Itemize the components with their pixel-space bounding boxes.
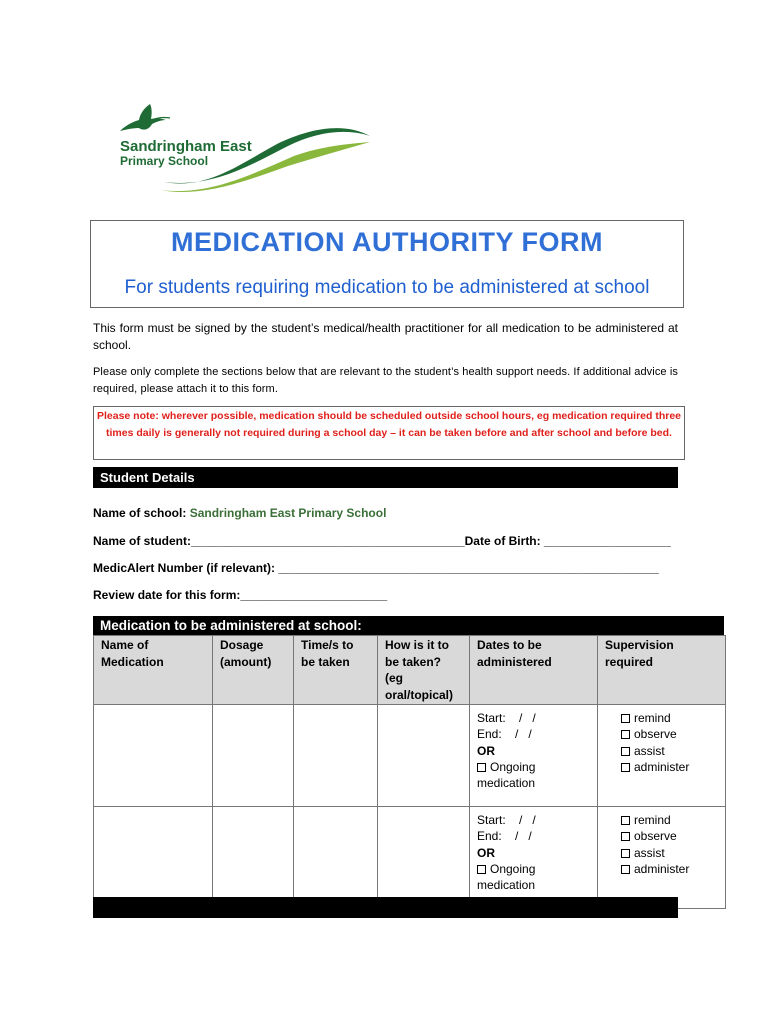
checkbox-icon[interactable] [621, 747, 630, 756]
col-header-dates: Dates to be administered [470, 636, 598, 705]
start-date[interactable]: Start: / / [477, 813, 536, 827]
method-cell[interactable] [378, 705, 470, 807]
checkbox-icon[interactable] [621, 714, 630, 723]
medication-name-cell[interactable] [94, 705, 213, 807]
end-date[interactable]: End: / / [477, 727, 532, 742]
or-label: OR [477, 845, 495, 860]
student-name-dob-field[interactable] [93, 534, 671, 548]
table-row [94, 807, 726, 909]
intro-paragraph-1: This form must be signed by the student’s medical/health practitioner for all medication to be administered at school. [93, 321, 678, 352]
form-title: MEDICATION AUTHORITY FORM [171, 227, 603, 257]
option-label: observe [634, 829, 677, 844]
option-label: remind [634, 813, 671, 827]
checkbox-icon[interactable] [621, 849, 630, 858]
supervision-option[interactable] [621, 710, 718, 726]
col-header-dosage: Dosage (amount) [213, 636, 294, 705]
medicalert-field[interactable] [93, 561, 659, 575]
date-of-birth-label[interactable]: Date of Birth: ___________________ [464, 534, 671, 548]
option-label: administer [634, 861, 690, 876]
medication-heading: Medication to be administered at school: [93, 616, 724, 636]
supervision-option[interactable] [621, 726, 718, 742]
dates-cell [470, 705, 598, 807]
option-label: administer [634, 759, 690, 774]
medication-name-cell[interactable] [94, 807, 213, 909]
review-date-label[interactable]: Review date for this form:______________________ [93, 588, 388, 602]
review-date-field[interactable] [93, 588, 387, 602]
checkbox-icon[interactable] [621, 832, 630, 841]
supervision-option[interactable] [621, 743, 718, 759]
dates-cell [470, 807, 598, 909]
option-label: remind [634, 711, 671, 725]
option-label: assist [634, 845, 665, 860]
form-title-box [90, 220, 684, 308]
section-footer-bar [93, 897, 678, 918]
time-cell[interactable] [294, 807, 378, 909]
checkbox-icon[interactable] [621, 816, 630, 825]
supervision-option[interactable] [621, 812, 718, 828]
school-name-label: Name of school: [93, 506, 187, 520]
form-subtitle: For students requiring medication to be administered at school [124, 277, 650, 298]
school-logo-name [120, 138, 252, 169]
school-logo [112, 98, 374, 198]
supervision-cell [598, 807, 726, 909]
ongoing-option[interactable] [477, 759, 590, 792]
start-date[interactable]: Start: / / [477, 711, 536, 725]
or-label: OR [477, 743, 495, 758]
supervision-option[interactable] [621, 828, 718, 844]
school-name-value: Sandringham East Primary School [189, 506, 387, 520]
medicalert-label[interactable]: MedicAlert Number (if relevant): _________________________________________________________ [93, 561, 659, 575]
medication-table [93, 635, 726, 909]
option-label: observe [634, 727, 677, 742]
intro-paragraph-2: Please only complete the sections below that are relevant to the student’s health support needs. If additional advice is required, please attach it to this form. [93, 366, 678, 395]
col-header-name: Name of Medication [94, 636, 213, 705]
medication-table-header [94, 636, 726, 705]
checkbox-icon[interactable] [621, 730, 630, 739]
supervision-option[interactable] [621, 861, 718, 877]
logo-name-line2: Primary School [120, 154, 209, 169]
logo-name-line1: Sandringham East [120, 138, 252, 155]
checkbox-icon[interactable] [621, 865, 630, 874]
ongoing-option[interactable] [477, 861, 590, 894]
supervision-option[interactable] [621, 845, 718, 861]
student-details-heading: Student Details [93, 467, 678, 488]
scheduling-note: Please note: wherever possible, medication should be scheduled outside school hours, eg medication required three times daily is generally not required during a school day – it can be taken before and after school and before bed. [93, 406, 685, 460]
ongoing-label: Ongoing medication [477, 861, 536, 893]
col-header-supervision: Supervision required [598, 636, 726, 705]
checkbox-icon[interactable] [477, 865, 486, 874]
checkbox-icon[interactable] [621, 763, 630, 772]
ongoing-label: Ongoing medication [477, 759, 536, 791]
dosage-cell[interactable] [213, 705, 294, 807]
option-label: assist [634, 743, 665, 758]
supervision-cell [598, 705, 726, 807]
checkbox-icon[interactable] [477, 763, 486, 772]
end-date[interactable]: End: / / [477, 829, 532, 844]
dosage-cell[interactable] [213, 807, 294, 909]
student-name-label[interactable]: Name of student:_________________________________________ [93, 534, 465, 548]
time-cell[interactable] [294, 705, 378, 807]
col-header-time: Time/s to be taken [294, 636, 378, 705]
supervision-option[interactable] [621, 759, 718, 775]
method-cell[interactable] [378, 807, 470, 909]
table-row [94, 705, 726, 807]
col-header-method: How is it to be taken? (eg oral/topical) [378, 636, 470, 705]
school-name-field [93, 506, 386, 520]
